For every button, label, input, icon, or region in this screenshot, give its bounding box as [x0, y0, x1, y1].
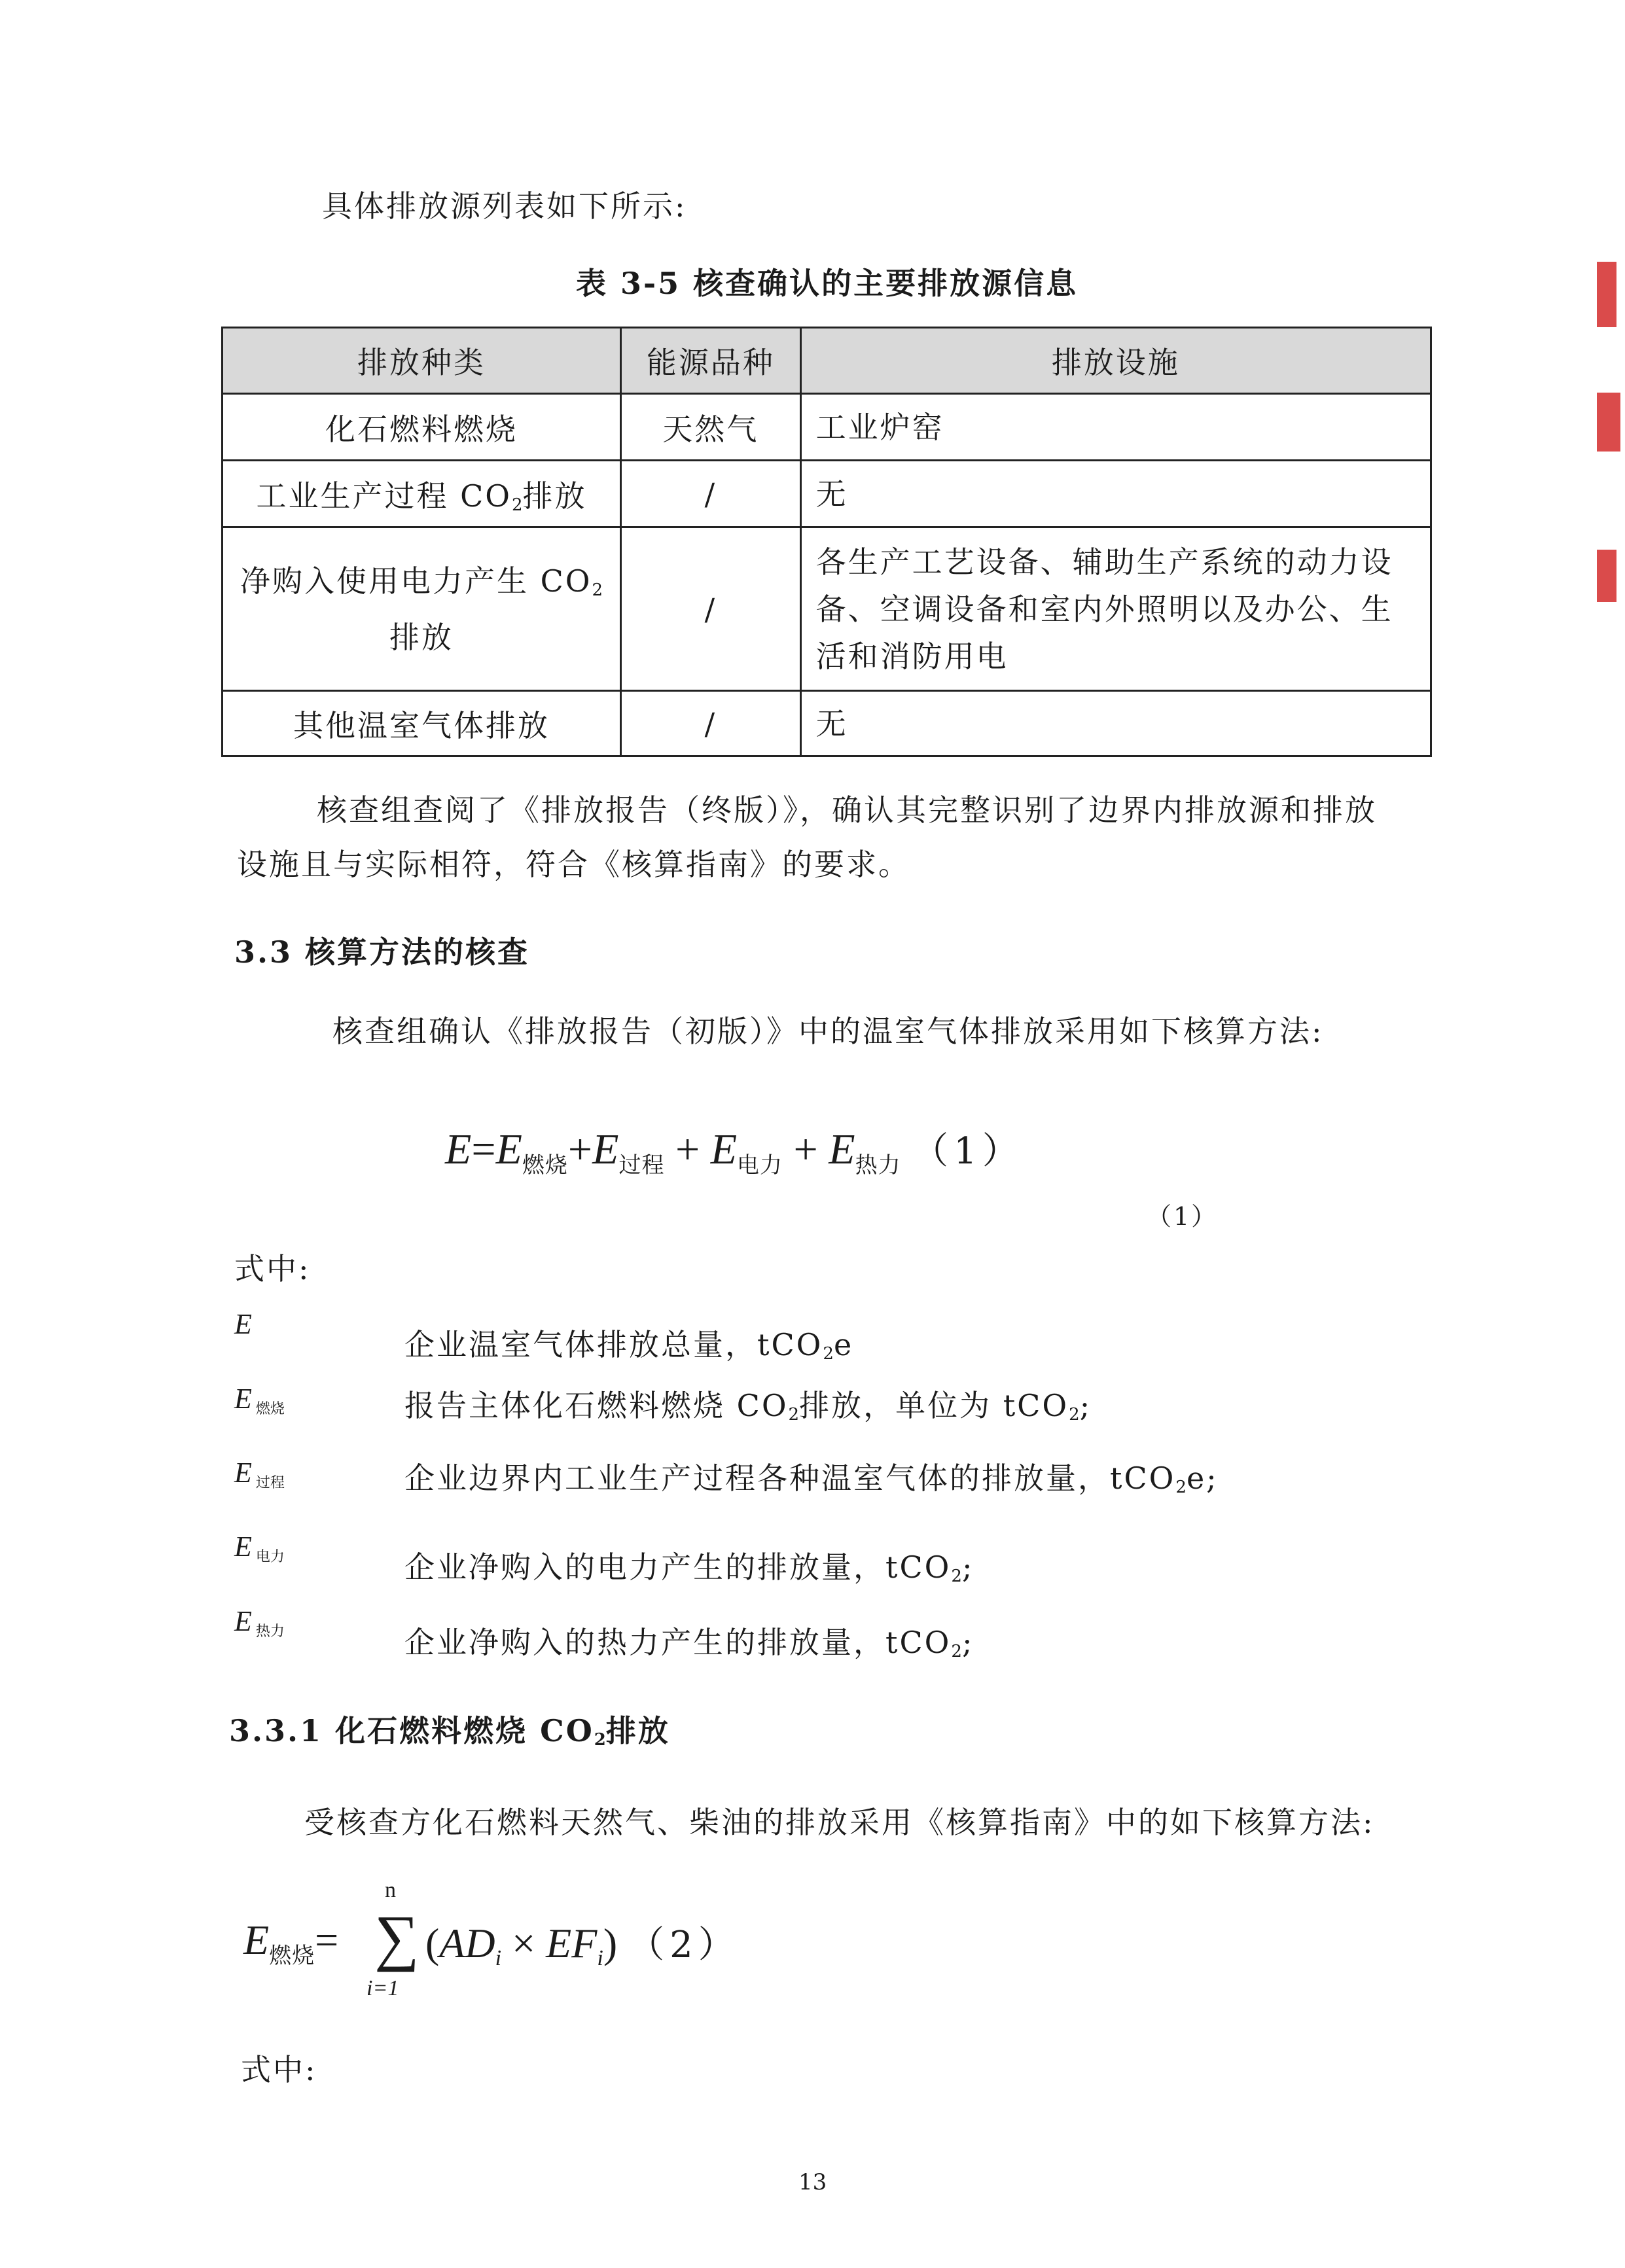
table-cell: 工业生产过程 $CO_2$排放: [223, 461, 621, 527]
paragraph-text: 核查组确认《排放报告（初版）》中的温室气体排放采用如下核算方法:: [332, 1014, 1324, 1049]
equation-number: （1）: [1147, 1202, 1219, 1231]
seal-fragment: [1597, 393, 1620, 452]
def-text: 企业净购入的热力产生的排放量，tCO$_2$;: [404, 1625, 974, 1661]
table-cell: 天然气: [621, 394, 801, 461]
table-row: [223, 691, 1431, 756]
table-cell: 化石燃料燃烧: [223, 394, 621, 461]
table-header-row: [223, 328, 1431, 394]
def-text: 企业边界内工业生产过程各种温室气体的排放量，tCO$_2$e;: [404, 1461, 1219, 1497]
sigma-upper: n: [385, 1878, 396, 1902]
table-cell: 无: [800, 691, 1431, 756]
def-symbol: E电力: [234, 1531, 285, 1565]
formula-combustion: $E_{燃烧}=$: [243, 1917, 339, 1969]
sigma-lower: i=1: [366, 1976, 399, 2000]
where-label: 式中:: [234, 1251, 311, 1286]
subsection-heading: 3.3.1 化石燃料燃烧 $CO_2$排放: [229, 1713, 670, 1750]
table-row: [223, 394, 1431, 461]
table-cell: 工业炉窑: [800, 394, 1431, 461]
seal-fragment: [1597, 550, 1616, 602]
def-symbol: E热力: [234, 1605, 285, 1640]
def-text: 企业净购入的电力产生的排放量，tCO$_2$;: [404, 1550, 974, 1586]
sigma-symbol: ∑: [374, 1902, 420, 1972]
table-cell: 各生产工艺设备、辅助生产系统的动力设 备、空调设备和室内外照明以及办公、生 活和消防用电: [800, 527, 1431, 691]
table-cell: /: [621, 461, 801, 527]
page-number: 13: [798, 2169, 827, 2195]
def-symbol: E燃烧: [234, 1383, 285, 1417]
table-cell: 其他温室气体排放: [223, 691, 621, 756]
table-cell: 净购入使用电力产生 $CO_2$ 排放: [223, 527, 621, 691]
table-header: 排放种类: [223, 328, 621, 394]
table-header: 能源品种: [621, 328, 801, 394]
table-cell: /: [621, 527, 801, 691]
table-header: 排放设施: [800, 328, 1431, 394]
table-row: [223, 461, 1431, 527]
section-heading: 3.3 核算方法的核查: [234, 934, 530, 970]
table-cell: 无: [800, 461, 1431, 527]
paragraph-line: 设施且与实际相符，符合《核算指南》的要求。: [237, 847, 910, 882]
table-caption: 表 3-5 核查确认的主要排放源信息: [576, 266, 1079, 301]
paragraph-line: 核查组查阅了《排放报告（终版）》，确认其完整识别了边界内排放源和排放: [317, 792, 1377, 828]
table-cell: /: [621, 691, 801, 756]
def-symbol: E过程: [234, 1457, 285, 1491]
def-symbol: E: [234, 1308, 252, 1340]
where-label: 式中:: [241, 2052, 317, 2087]
def-text: 报告主体化石燃料燃烧 $CO_2$排放，单位为 tCO$_2$;: [404, 1388, 1092, 1425]
paragraph-text: 受核查方化石燃料天然气、柴油的排放采用《核算指南》中的如下核算方法:: [304, 1805, 1375, 1840]
table-row: [223, 527, 1431, 691]
formula-body: (ADi × EFi) （2）: [425, 1920, 740, 1970]
def-text: 企业温室气体排放总量，tCO$_2$e: [404, 1327, 854, 1364]
emission-source-table: [221, 327, 1432, 757]
formula-total-emission: $E=E_{燃烧}+E_{过程} + E_{电力} + E_{热力}$ （1）: [445, 1125, 1024, 1178]
seal-fragment: [1597, 262, 1616, 327]
intro-text: 具体排放源列表如下所示:: [322, 188, 687, 224]
